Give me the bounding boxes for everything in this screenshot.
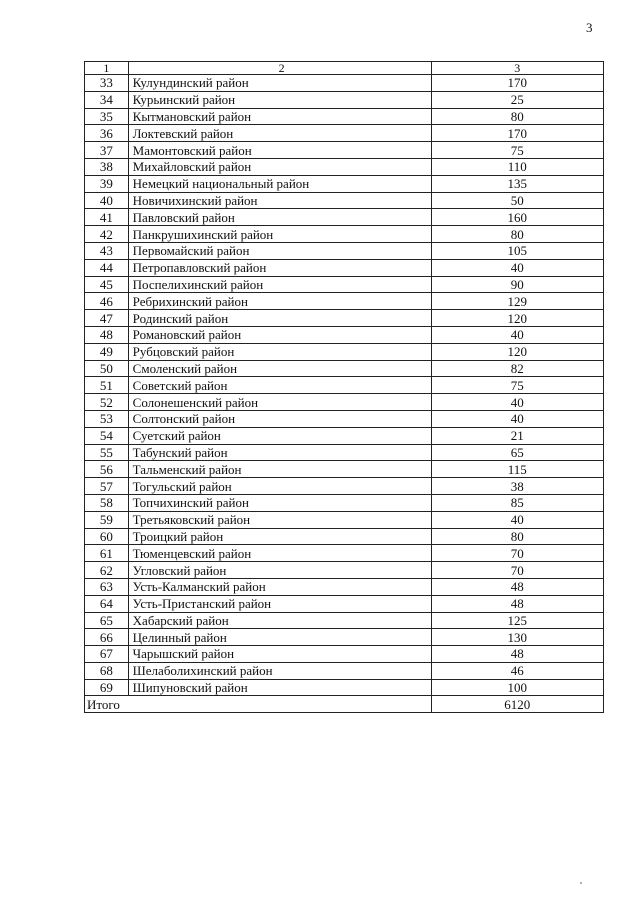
district-name: Тюменцевский район [128, 545, 431, 562]
table-row [85, 142, 604, 159]
district-name: Панкрушихинский район [128, 226, 431, 243]
row-number: 53 [85, 410, 129, 427]
table-row [85, 511, 604, 528]
district-value: 80 [431, 226, 603, 243]
table-header-row [85, 62, 604, 75]
row-number: 64 [85, 595, 129, 612]
district-value: 25 [431, 91, 603, 108]
row-number: 39 [85, 175, 129, 192]
district-value: 90 [431, 276, 603, 293]
row-number: 44 [85, 259, 129, 276]
district-name: Кытмановский район [128, 108, 431, 125]
row-number: 57 [85, 478, 129, 495]
district-value: 40 [431, 259, 603, 276]
column-header-3: 3 [431, 62, 603, 75]
district-value: 110 [431, 158, 603, 175]
column-header-2: 2 [128, 62, 431, 75]
row-number: 43 [85, 242, 129, 259]
district-value: 40 [431, 394, 603, 411]
district-value: 115 [431, 461, 603, 478]
table-row [85, 259, 604, 276]
table-row [85, 461, 604, 478]
row-number: 61 [85, 545, 129, 562]
table-row [85, 545, 604, 562]
table-row [85, 562, 604, 579]
district-name: Троицкий район [128, 528, 431, 545]
district-name: Михайловский район [128, 158, 431, 175]
district-value: 48 [431, 578, 603, 595]
row-number: 35 [85, 108, 129, 125]
row-number: 48 [85, 326, 129, 343]
table-row [85, 125, 604, 142]
row-number: 37 [85, 142, 129, 159]
row-number: 65 [85, 612, 129, 629]
district-name: Родинский район [128, 310, 431, 327]
table-row [85, 662, 604, 679]
table-row [85, 91, 604, 108]
district-name: Чарышский район [128, 646, 431, 663]
row-number: 45 [85, 276, 129, 293]
table-row [85, 242, 604, 259]
district-name: Петропавловский район [128, 259, 431, 276]
row-number: 42 [85, 226, 129, 243]
table-row [85, 578, 604, 595]
row-number: 49 [85, 343, 129, 360]
district-value: 46 [431, 662, 603, 679]
row-number: 47 [85, 310, 129, 327]
table-row [85, 377, 604, 394]
row-number: 46 [85, 293, 129, 310]
district-name: Первомайский район [128, 242, 431, 259]
district-name: Поспелихинский район [128, 276, 431, 293]
district-name: Третьяковский район [128, 511, 431, 528]
district-value: 105 [431, 242, 603, 259]
table-row [85, 108, 604, 125]
district-value: 120 [431, 343, 603, 360]
district-value: 75 [431, 142, 603, 159]
district-value: 65 [431, 444, 603, 461]
district-value: 48 [431, 595, 603, 612]
table-row [85, 427, 604, 444]
row-number: 36 [85, 125, 129, 142]
district-value: 70 [431, 562, 603, 579]
district-value: 82 [431, 360, 603, 377]
row-number: 66 [85, 629, 129, 646]
table-row [85, 192, 604, 209]
district-name: Шелаболихинский район [128, 662, 431, 679]
row-number: 33 [85, 75, 129, 92]
total-value: 6120 [431, 696, 603, 713]
district-name: Павловский район [128, 209, 431, 226]
row-number: 63 [85, 578, 129, 595]
table-row [85, 226, 604, 243]
page-number: 3 [586, 20, 593, 35]
district-name: Солонешенский район [128, 394, 431, 411]
district-value: 40 [431, 326, 603, 343]
row-number: 55 [85, 444, 129, 461]
scan-speck [580, 882, 582, 884]
total-label: Итого [85, 696, 432, 713]
district-value: 70 [431, 545, 603, 562]
district-name: Смоленский район [128, 360, 431, 377]
district-name: Немецкий национальный район [128, 175, 431, 192]
district-name: Новичихинский район [128, 192, 431, 209]
district-name: Ребрихинский район [128, 293, 431, 310]
district-table [84, 61, 604, 713]
district-value: 80 [431, 528, 603, 545]
district-name: Советский район [128, 377, 431, 394]
row-number: 58 [85, 494, 129, 511]
row-number: 40 [85, 192, 129, 209]
row-number: 60 [85, 528, 129, 545]
table-row [85, 478, 604, 495]
district-name: Хабарский район [128, 612, 431, 629]
total-row [85, 696, 604, 713]
district-value: 100 [431, 679, 603, 696]
district-name: Топчихинский район [128, 494, 431, 511]
district-name: Рубцовский район [128, 343, 431, 360]
row-number: 50 [85, 360, 129, 377]
district-name: Романовский район [128, 326, 431, 343]
district-value: 170 [431, 75, 603, 92]
row-number: 68 [85, 662, 129, 679]
district-value: 40 [431, 511, 603, 528]
district-value: 135 [431, 175, 603, 192]
table-row [85, 394, 604, 411]
row-number: 54 [85, 427, 129, 444]
district-value: 120 [431, 310, 603, 327]
table-row [85, 629, 604, 646]
district-name: Усть-Калманский район [128, 578, 431, 595]
district-name: Табунский район [128, 444, 431, 461]
table-row [85, 494, 604, 511]
district-value: 80 [431, 108, 603, 125]
table-row [85, 646, 604, 663]
district-value: 38 [431, 478, 603, 495]
row-number: 52 [85, 394, 129, 411]
district-name: Шипуновский район [128, 679, 431, 696]
district-name: Целинный район [128, 629, 431, 646]
district-name: Курьинский район [128, 91, 431, 108]
table-row [85, 158, 604, 175]
table-row [85, 679, 604, 696]
row-number: 62 [85, 562, 129, 579]
table-row [85, 276, 604, 293]
district-value: 48 [431, 646, 603, 663]
district-name: Тальменский район [128, 461, 431, 478]
table-row [85, 528, 604, 545]
row-number: 51 [85, 377, 129, 394]
table-row [85, 444, 604, 461]
table-row [85, 310, 604, 327]
row-number: 67 [85, 646, 129, 663]
district-value: 170 [431, 125, 603, 142]
table-row [85, 360, 604, 377]
row-number: 38 [85, 158, 129, 175]
table-row [85, 175, 604, 192]
table-row [85, 326, 604, 343]
district-name: Солтонский район [128, 410, 431, 427]
row-number: 69 [85, 679, 129, 696]
column-header-1: 1 [85, 62, 129, 75]
district-name: Суетский район [128, 427, 431, 444]
district-name: Мамонтовский район [128, 142, 431, 159]
row-number: 56 [85, 461, 129, 478]
district-value: 21 [431, 427, 603, 444]
table-row [85, 343, 604, 360]
district-value: 160 [431, 209, 603, 226]
district-value: 40 [431, 410, 603, 427]
table-row [85, 209, 604, 226]
district-name: Тогульский район [128, 478, 431, 495]
district-name: Кулундинский район [128, 75, 431, 92]
row-number: 41 [85, 209, 129, 226]
district-value: 75 [431, 377, 603, 394]
table-row [85, 612, 604, 629]
table-row [85, 595, 604, 612]
district-name: Усть-Пристанский район [128, 595, 431, 612]
district-value: 50 [431, 192, 603, 209]
district-value: 85 [431, 494, 603, 511]
district-value: 125 [431, 612, 603, 629]
table-row [85, 75, 604, 92]
district-value: 129 [431, 293, 603, 310]
row-number: 34 [85, 91, 129, 108]
district-value: 130 [431, 629, 603, 646]
table-row [85, 410, 604, 427]
district-name: Угловский район [128, 562, 431, 579]
table-row [85, 293, 604, 310]
row-number: 59 [85, 511, 129, 528]
district-name: Локтевский район [128, 125, 431, 142]
